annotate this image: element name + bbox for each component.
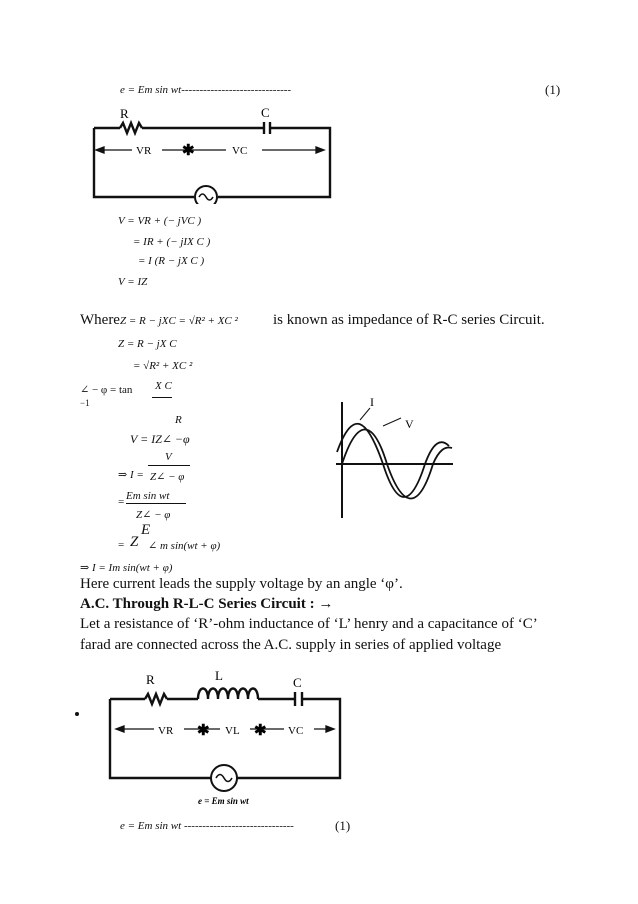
rlc-label-vc: VC (288, 725, 304, 737)
svg-text:✱: ✱ (182, 143, 195, 159)
graph-label-v: V (405, 417, 414, 431)
angle-numerator: X C (155, 380, 172, 392)
derivation2-frac2-num: Em sin wt (126, 490, 170, 502)
derivation2-equals-2: = (118, 496, 125, 508)
rlc-source-label: e = Em sin wt (198, 796, 249, 806)
rc-circuit-diagram (80, 100, 340, 204)
equation-top: e = Em sin wt------------------------------ (120, 84, 292, 96)
paragraph-rlc-line2: farad are connected across the A.C. supply in series of applied voltage (80, 637, 502, 653)
derivation2-frac1-den: Z∠ − φ (150, 471, 185, 483)
equation-number-top: (1) (545, 82, 561, 97)
rlc-label-c: C (293, 675, 302, 690)
equation-bottom: e = Em sin wt ------------------------------ (120, 820, 294, 832)
graph-label-i: I (370, 395, 374, 409)
rlc-label-vl: VL (225, 725, 240, 737)
derivation2-frac2-den: Z∠ − φ (136, 509, 171, 521)
where-label: Where (80, 312, 120, 328)
derivation2-implies-i: ⇒ I = (118, 469, 144, 481)
derivation2-equals-3: = (118, 539, 125, 551)
derivation2-i-result: ⇒ I = Im sin(wt + φ) (80, 562, 173, 574)
rlc-circuit-diagram (70, 662, 360, 810)
derivation2-frac1-num: V (165, 451, 172, 463)
derivation1-line3: = I (R − jX C ) (138, 255, 205, 267)
impedance-line1: Z = R − jX C (118, 338, 177, 350)
derivation2-frac2-bar (126, 503, 186, 504)
derivation1-line1: V = VR + (− jVC ) (118, 215, 202, 227)
where-expression: Z = R − jXC = √R² + XC ² (120, 315, 238, 327)
angle-denominator: R (175, 414, 182, 426)
angle-fraction-bar (152, 397, 172, 398)
derivation2-frac1-bar (148, 465, 190, 466)
derivation2-em-z: Z (130, 534, 139, 550)
equation-number-bottom: (1) (335, 818, 351, 833)
angle-lhs: ∠ − φ = tan (80, 384, 133, 396)
svg-text:✱: ✱ (254, 723, 267, 739)
rlc-label-l: L (215, 668, 223, 683)
derivation2-sin-term: ∠ m sin(wt + φ) (148, 540, 221, 552)
rc-label-vc: VC (232, 145, 248, 157)
rc-label-r: R (120, 106, 129, 121)
rc-label-vr: VR (136, 145, 152, 157)
paragraph-current-leads: Here current leads the supply voltage by an angle ‘φ’. (80, 576, 403, 592)
svg-text:✱: ✱ (197, 723, 210, 739)
paragraph-rlc-line1: Let a resistance of ‘R’-ohm inductance of ‘L’ henry and a capacitance of ‘C’ (80, 616, 538, 632)
derivation2-v-iz: V = IZ∠ −φ (130, 432, 190, 446)
derivation1-line2: = IR + (− jIX C ) (133, 236, 211, 248)
impedance-line2: = √R² + XC ² (133, 360, 193, 372)
phase-graph (325, 390, 460, 518)
where-description: is known as impedance of R-C series Circuit. (273, 312, 545, 328)
section-heading-rlc: A.C. Through R-L-C Series Circuit : → (80, 596, 334, 612)
rc-label-c: C (261, 105, 270, 120)
derivation1-line4: V = IZ (118, 276, 148, 288)
rlc-label-r: R (146, 672, 155, 687)
rlc-label-vr: VR (158, 725, 174, 737)
derivation2-em-e: E (141, 522, 151, 538)
angle-inverse: −1 (80, 398, 90, 408)
